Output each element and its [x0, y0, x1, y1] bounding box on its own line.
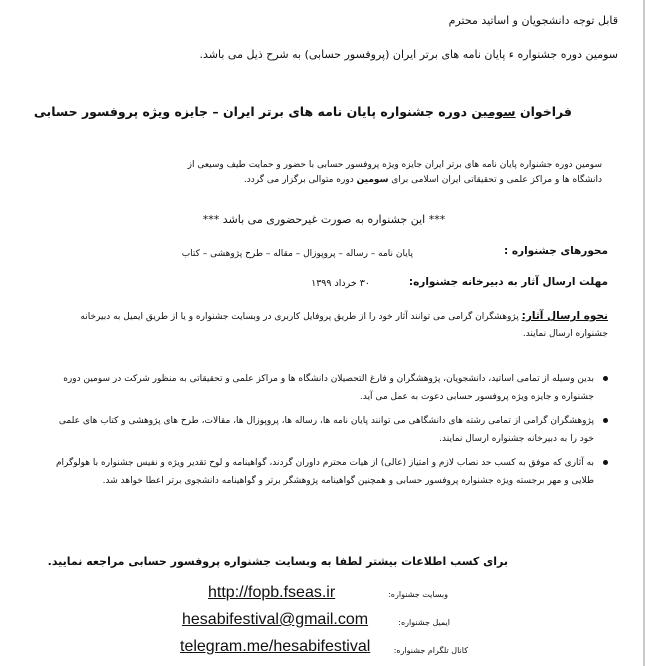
website-link[interactable]: http://fopb.fseas.ir	[208, 584, 336, 601]
deadline-date: ۳۰ خرداد ۱۳۹۹	[311, 278, 370, 289]
submission-method	[68, 308, 608, 343]
title-underlined: سومین	[471, 104, 516, 119]
bullet-dot-icon	[603, 376, 608, 381]
title-suffix: دوره جشنواره پایان نامه های برتر ایران – جایزه ویژه پروفسور حسابی	[33, 104, 472, 119]
non-attendance-note: *** این جشنواره به صورت غیرحضوری می باشد ***	[202, 213, 446, 226]
list-item	[44, 412, 594, 448]
paragraph-text-bold: سومین	[356, 175, 389, 185]
submission-method-text: پژوهشگران گرامی می توانند آثار خود را از طریق پروفایل کاربری در وبسایت جشنواره و یا از طریق ایمیل به دبیرخانه جشنواره ارسال نمایند.	[80, 312, 608, 339]
intro-paragraph	[188, 158, 602, 188]
axes-label: محورهای جشنواره :	[503, 245, 608, 257]
paragraph-text-a: دانشگاه ها و مراکز علمی و تحقیقاتی ایران اسلامی برای	[388, 175, 602, 185]
telegram-row	[0, 638, 648, 662]
telegram-label: کانال تلگرام جشنواره:	[393, 646, 468, 655]
paragraph-text-c: دوره متوالی برگزار می گردد.	[243, 175, 357, 185]
email-link[interactable]: hesabifestival@gmail.com	[182, 611, 369, 628]
intro-line-1: قابل توجه دانشجویان و اساتید محترم	[448, 14, 618, 27]
paragraph-line-1: سومین دوره جشنواره پایان نامه های برتر ایران جایزه ویژه پروفسور حسابی با حضور و حمایت طیف وسیعی از	[187, 160, 602, 170]
contact-title: برای کسب اطلاعات بیشتر لطفا به وبسایت جشنواره پروفسور حسابی مراجعه نمایید.	[47, 555, 508, 568]
bullet-list	[44, 370, 608, 496]
bullet-text: به آثاری که موفق به کسب حد نصاب لازم و امتیاز (عالی) از هیات محترم داوران گردند، گواهینامه و لوح تقدیر ویژه و نفیس جشنواره با هولوگرام طلایی و مهر برجسته ویژه جشنواره پروفسور حسابی و همچنین گواهینامه پژوهشگر برتر و گواهینامه دانشجوی برتر اعطا خواهد شد.	[55, 458, 594, 486]
email-label: ایمیل جشنواره:	[398, 618, 450, 627]
intro-line-2: سومین دوره جشنواره ء پایان نامه های برتر ایران (پروفسور حسابی) به شرح ذیل می باشد.	[199, 48, 618, 61]
list-item	[44, 370, 594, 406]
paragraph-line-2	[188, 173, 602, 188]
announcement-title	[34, 104, 572, 119]
axes-items: پایان نامه – رساله – پروپوزال – مقاله – طرح پژوهشی – کتاب	[181, 249, 413, 259]
deadline-label: مهلت ارسال آثار به دبیرخانه جشنواره:	[408, 276, 608, 288]
website-label: وبسایت جشنواره:	[388, 590, 448, 599]
title-prefix: فراخوان	[515, 104, 572, 119]
page-edge	[643, 0, 645, 666]
telegram-link[interactable]: telegram.me/hesabifestival	[180, 638, 371, 655]
bullet-dot-icon	[603, 418, 608, 423]
submission-method-label: نحوه ارسال آثار:	[521, 310, 608, 322]
bullet-text: بدین وسیله از تمامی اساتید، دانشجویان، پژوهشگران و فارغ التحصیلان دانشگاه ها و مراکز علمی و تحقیقاتی به منظور شرکت در سومین دوره جشنواره و جایزه ویژه پروفسور حسابی دعوت به عمل می آید.	[63, 374, 594, 402]
list-item	[44, 454, 594, 490]
bullet-dot-icon	[603, 460, 608, 465]
email-row	[0, 611, 648, 633]
website-row	[0, 584, 648, 606]
bullet-text: پژوهشگران گرامی از تمامی رشته های دانشگاهی می توانند پایان نامه ها، رساله ها، پروپوزال ها، مقالات، طرح های پژوهشی و کتاب های علمی خود را به دبیرخانه جشنواره ارسال نمایند.	[58, 416, 594, 444]
